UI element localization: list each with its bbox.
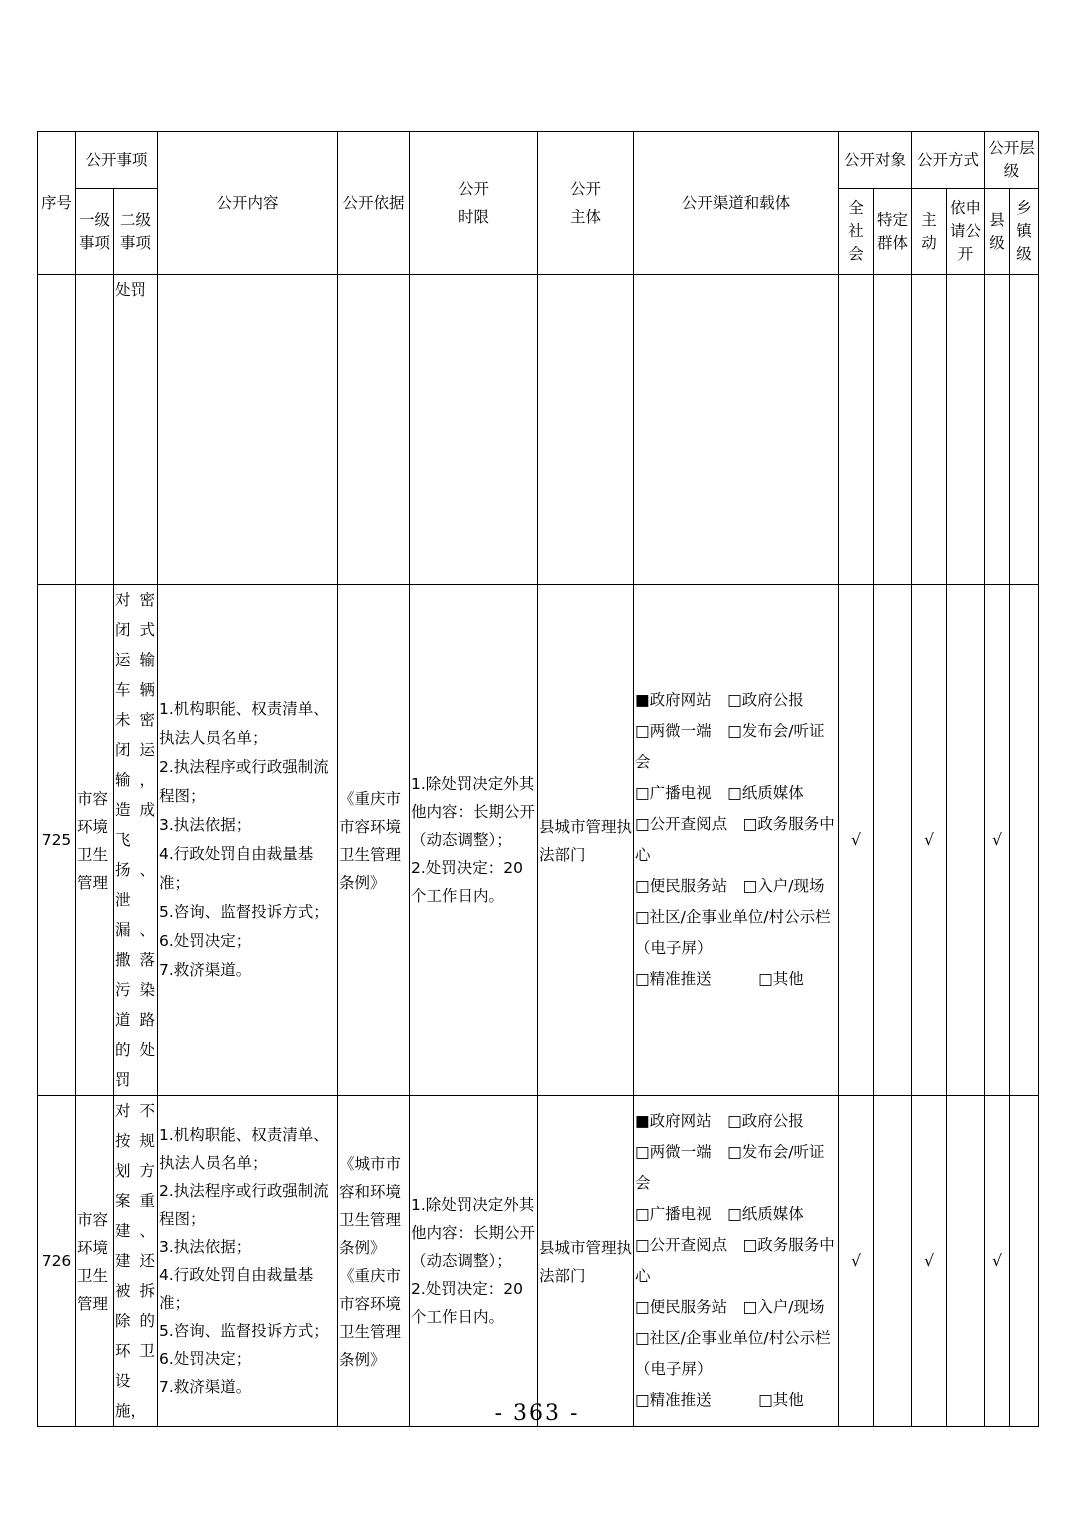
time-limit-item: 1.除处罚决定外其他内容：长期公开（动态调整）； — [411, 775, 536, 849]
content-item: 4.行政处罚自由裁量基准； — [159, 845, 314, 892]
header-level-county: 县级 — [985, 189, 1010, 275]
header-channels: 公开渠道和载体 — [634, 132, 839, 275]
cell-subject — [538, 275, 634, 585]
cell-seq: 725 — [38, 585, 76, 1096]
cell-basis — [338, 275, 410, 585]
content-item: 5.咨询、监督投诉方式； — [159, 903, 329, 921]
content-item: 6.处罚决定； — [159, 932, 252, 950]
content-item: 7.救济渠道。 — [159, 1378, 252, 1396]
cell-time-limit — [410, 585, 538, 1096]
disclosure-table — [37, 131, 1039, 1427]
cell-channels — [634, 585, 839, 1096]
channel-item: □广播电视 □纸质媒体 — [635, 784, 804, 802]
cell-basis: 《城市市容和环境卫生管理条例》《重庆市市容环境卫生管理条例》 — [338, 1096, 410, 1427]
cell-level2: 对密闭式运输车辆未密闭运输，造成飞扬、泄漏、撒落污染道路的处罚 — [114, 585, 158, 1096]
channel-item: □两微一端 □发布会/听证会 — [635, 722, 825, 771]
content-item: 3.执法依据； — [159, 1238, 252, 1256]
header-items: 公开事项 — [76, 132, 158, 189]
content-item: 1.机构职能、权责清单、执法人员名单； — [159, 1126, 329, 1172]
header-level-town: 乡镇级 — [1010, 189, 1039, 275]
cell-channels — [634, 1096, 839, 1427]
content-item: 7.救济渠道。 — [159, 961, 252, 979]
cell-town — [1010, 585, 1039, 1096]
cell-level2: 处罚 — [114, 275, 158, 585]
cell-level1: 市容环境卫生管理 — [76, 585, 114, 1096]
channel-item: ■政府网站 □政府公报 — [635, 1112, 804, 1130]
cell-content — [158, 1096, 338, 1427]
cell-all: √ — [839, 1096, 874, 1427]
channel-item: □公开查阅点 □政务服务中心 — [635, 815, 835, 864]
header-audience-all: 全社会 — [839, 189, 874, 275]
cell-request — [947, 275, 985, 585]
cell-active — [912, 275, 947, 585]
channel-item: □广播电视 □纸质媒体 — [635, 1205, 804, 1223]
time-limit-item: 2.处罚决定：20个工作日内。 — [411, 859, 524, 905]
content-item: 2.执法程序或行政强制流程图； — [159, 1182, 329, 1228]
cell-town — [1010, 1096, 1039, 1427]
header-audience-specific: 特定群体 — [874, 189, 912, 275]
header-method-request: 依申请公开 — [947, 189, 985, 275]
cell-specific — [874, 1096, 912, 1427]
table-row — [38, 1096, 1039, 1427]
cell-seq — [38, 275, 76, 585]
cell-specific — [874, 585, 912, 1096]
time-limit-item: 1.除处罚决定外其他内容：长期公开（动态调整）； — [411, 1196, 536, 1270]
cell-all: √ — [839, 585, 874, 1096]
cell-county: √ — [985, 585, 1010, 1096]
cell-subject: 县城市管理执法部门 — [538, 1096, 634, 1427]
channel-item: ■政府网站 □政府公报 — [635, 691, 804, 709]
channel-item: □公开查阅点 □政务服务中心 — [635, 1236, 835, 1285]
header-time-limit: 公开时限 — [410, 132, 538, 275]
cell-time-limit — [410, 275, 538, 585]
time-limit-item: 2.处罚决定：20个工作日内。 — [411, 1280, 524, 1326]
header-method-active: 主动 — [912, 189, 947, 275]
cell-seq: 726 — [38, 1096, 76, 1427]
cell-all — [839, 275, 874, 585]
page-number: - 363 - — [494, 1401, 580, 1426]
cell-request — [947, 1096, 985, 1427]
cell-specific — [874, 275, 912, 585]
header-subject: 公开主体 — [538, 132, 634, 275]
channel-item: □社区/企事业单位/村公示栏（电子屏） — [635, 908, 831, 957]
cell-active: √ — [912, 1096, 947, 1427]
table-row — [38, 585, 1039, 1096]
cell-level1 — [76, 275, 114, 585]
cell-request — [947, 585, 985, 1096]
channel-item: □精准推送 □其他 — [635, 970, 804, 988]
cell-basis: 《重庆市市容环境卫生管理条例》 — [338, 585, 410, 1096]
cell-channels — [634, 275, 839, 585]
channel-item: □便民服务站 □入户/现场 — [635, 1298, 825, 1316]
cell-time-limit — [410, 1096, 538, 1427]
content-item: 1.机构职能、权责清单、执法人员名单； — [159, 700, 329, 747]
cell-content — [158, 275, 338, 585]
channel-item: □便民服务站 □入户/现场 — [635, 877, 825, 895]
header-basis: 公开依据 — [338, 132, 410, 275]
cell-active: √ — [912, 585, 947, 1096]
content-item: 2.执法程序或行政强制流程图； — [159, 758, 329, 805]
header-level2: 二级事项 — [114, 189, 158, 275]
cell-county: √ — [985, 1096, 1010, 1427]
cell-content — [158, 585, 338, 1096]
channel-item: □两微一端 □发布会/听证会 — [635, 1143, 825, 1192]
content-item: 6.处罚决定； — [159, 1350, 252, 1368]
cell-town — [1010, 275, 1039, 585]
content-item: 5.咨询、监督投诉方式； — [159, 1322, 329, 1340]
cell-level1: 市容环境卫生管理 — [76, 1096, 114, 1427]
content-item: 4.行政处罚自由裁量基准； — [159, 1266, 314, 1312]
header-seq: 序号 — [38, 132, 76, 275]
channel-item: □社区/企事业单位/村公示栏（电子屏） — [635, 1329, 831, 1378]
table-row — [38, 275, 1039, 585]
content-item: 3.执法依据； — [159, 816, 252, 834]
header-level: 公开层级 — [985, 132, 1039, 189]
cell-level2: 对不按规划方案重建、建还被拆除的环卫设施， — [114, 1096, 158, 1427]
header-method: 公开方式 — [912, 132, 985, 189]
cell-subject: 县城市管理执法部门 — [538, 585, 634, 1096]
header-level1: 一级事项 — [76, 189, 114, 275]
header-content: 公开内容 — [158, 132, 338, 275]
header-audience: 公开对象 — [839, 132, 912, 189]
channel-item: □精准推送 □其他 — [635, 1391, 804, 1409]
cell-county — [985, 275, 1010, 585]
